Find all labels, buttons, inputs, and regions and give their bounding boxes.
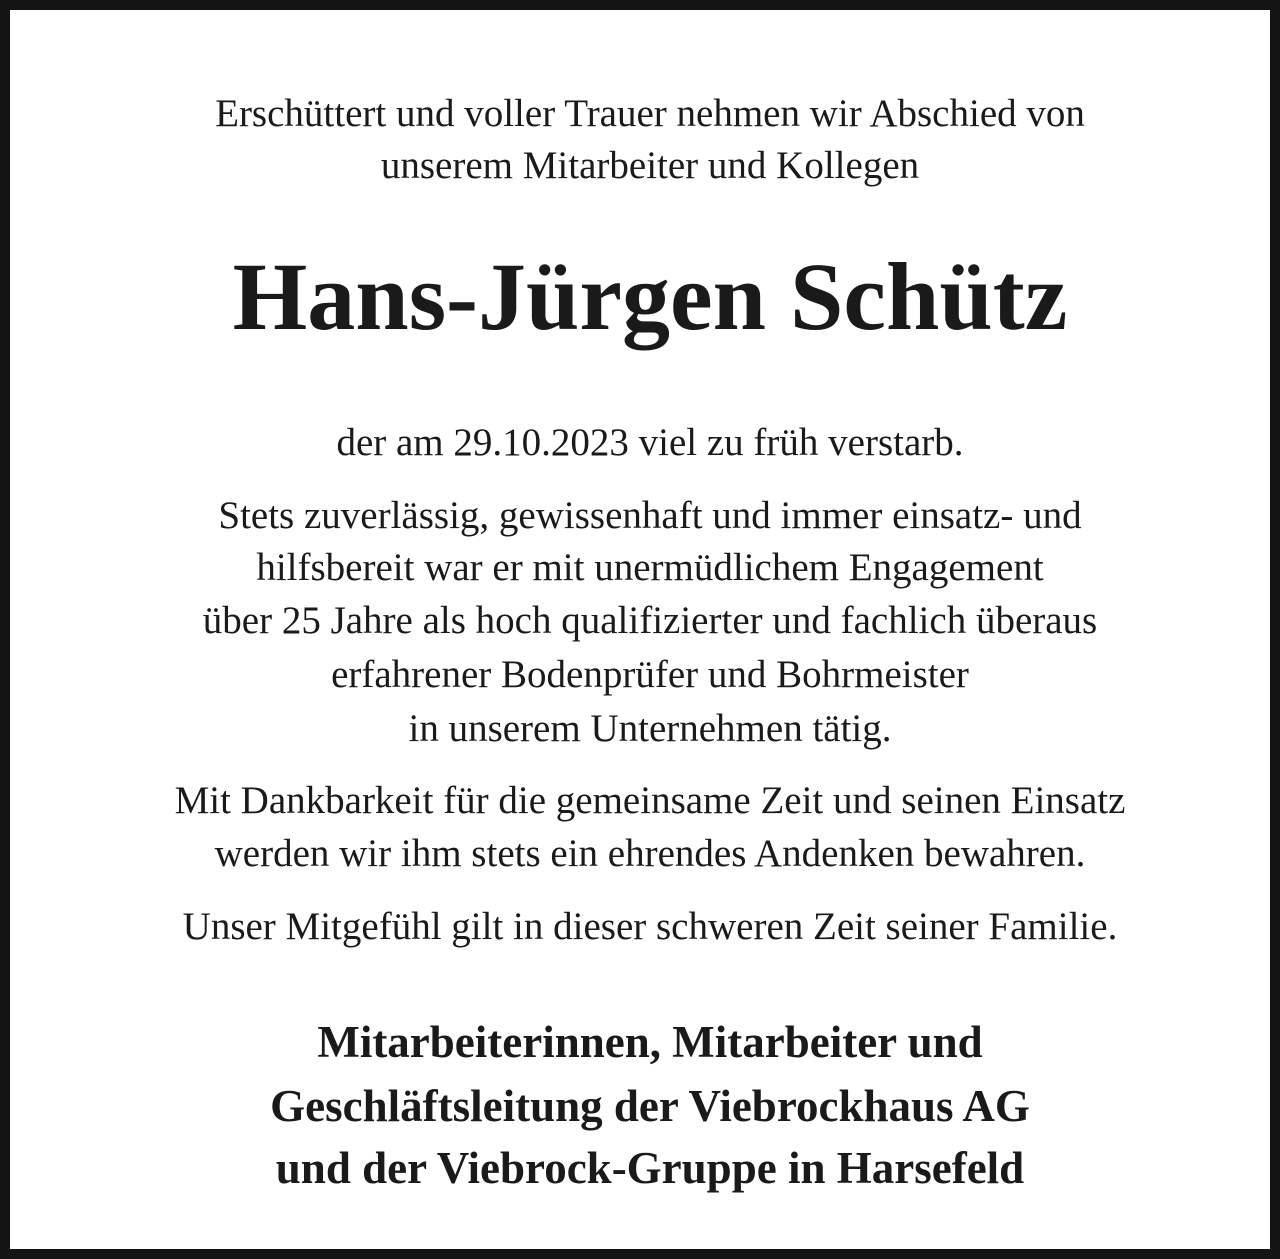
signoff-line-1: Mitarbeiterinnen, Mitarbeiter und bbox=[317, 1017, 983, 1067]
tribute-line-5: in unserem Unternehmen tätig. bbox=[408, 707, 892, 750]
tribute-line-1: Stets zuverlässig, gewissenhaft und immer einsatz- und bbox=[218, 494, 1082, 537]
gratitude-line-1: Mit Dankbarkeit für die gemeinsame Zeit und seinen Einsatz bbox=[174, 779, 1126, 822]
signoff-line-3: und der Viebrock-Gruppe in Harsefeld bbox=[275, 1143, 1025, 1193]
death-date-line: der am 29.10.2023 viel zu früh verstarb. bbox=[336, 421, 964, 464]
gratitude-line-2: werden wir ihm stets ein ehrendes Andenken bewahren. bbox=[214, 832, 1086, 875]
intro-line-2: unserem Mitarbeiter und Kollegen bbox=[380, 144, 920, 187]
sympathy-line: Unser Mitgefühl gilt in dieser schweren Zeit seiner Familie. bbox=[182, 905, 1118, 948]
intro-line-1: Erschüttert und voller Trauer nehmen wir Abschied von bbox=[215, 92, 1085, 135]
tribute-line-2: hilfsbereit war er mit unermüdlichem Engagement bbox=[256, 546, 1044, 589]
deceased-name: Hans-Jürgen Schütz bbox=[232, 243, 1068, 350]
tribute-line-4: erfahrener Bodenprüfer und Bohrmeister bbox=[331, 653, 969, 696]
tribute-line-3: über 25 Jahre als hoch qualifizierter und fachlich überaus bbox=[202, 599, 1098, 642]
signoff-line-2: Geschläftsleitung der Viebrockhaus AG bbox=[270, 1081, 1030, 1131]
